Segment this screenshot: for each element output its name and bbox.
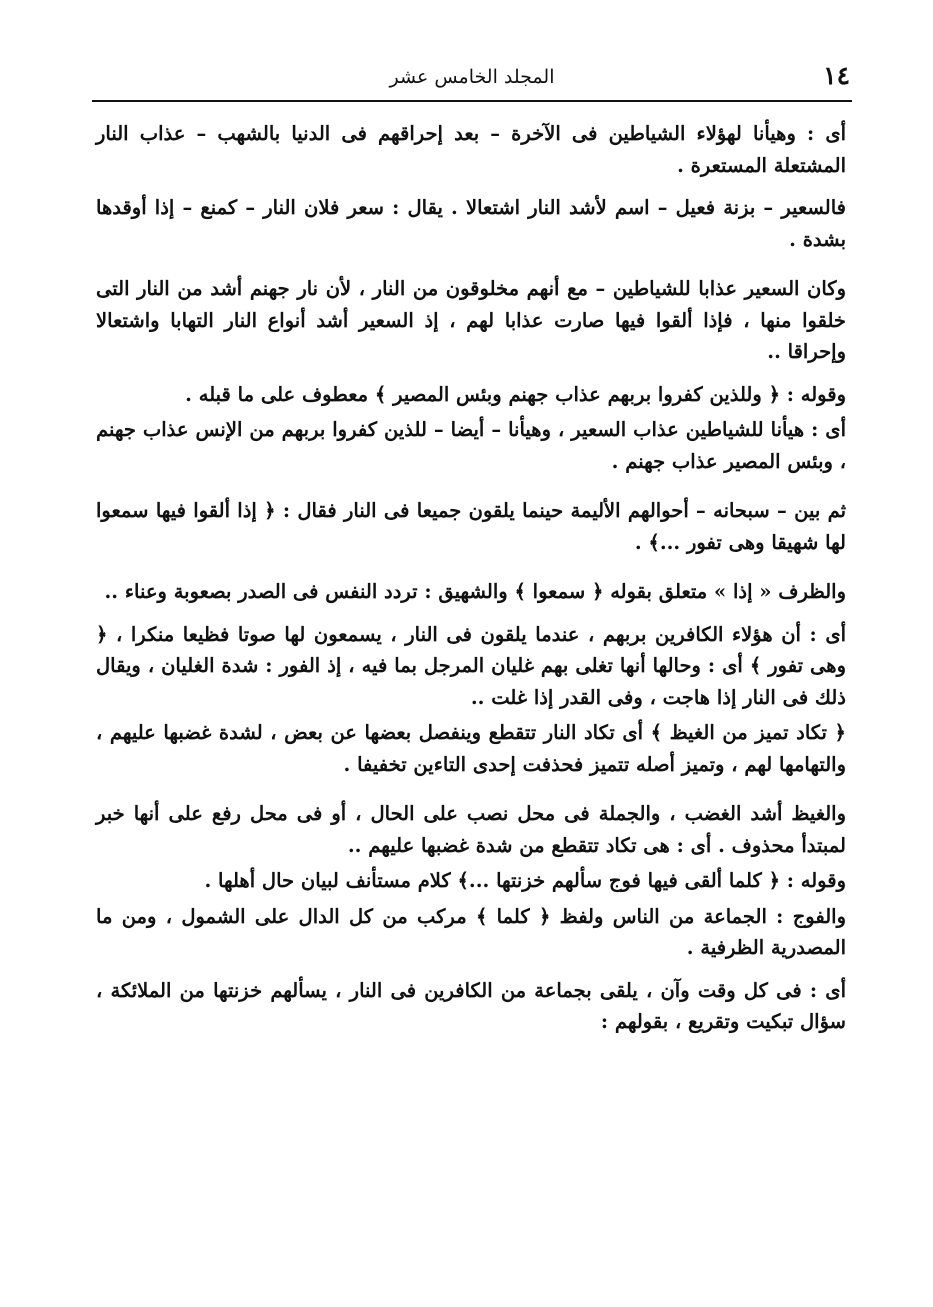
page-number: ١٤ xyxy=(823,61,850,90)
paragraph: أى : أن هؤلاء الكافرين بربهم ، عندما يلقون فى النار ، يسمعون لها صوتا فظيعا منكرا ، ﴿ وهى تفور ﴾ أى : وحالها أنها تغلى بهم غليان المرجل بما فيه ، إذ الفور : شدة الغليان ، ويقال ذلك فى النار إذا هاجت ، وفى القدر إذا غلت .. xyxy=(96,622,846,709)
paragraph: وقوله : ﴿ وللذين كفروا بربهم عذاب جهنم وبئس المصير ﴾ معطوف على ما قبله . xyxy=(185,382,846,406)
paragraph: أى : فى كل وقت وآن ، يلقى بجماعة من الكافرين فى النار ، يسألهم خزنتها من الملائكة ، سؤال تبكيت وتقريع ، بقولهم : xyxy=(96,978,846,1033)
page-body xyxy=(92,102,852,1038)
paragraph: أى : وهيأنا لهؤلاء الشياطين فى الآخرة – بعد إحراقهم فى الدنيا بالشهب – عذاب النار المشتعلة المستعرة . xyxy=(96,122,846,177)
running-title: المجلد الخامس عشر xyxy=(389,66,555,88)
paragraph: وقوله : ﴿ كلما ألقى فيها فوج سألهم خزنتها ...﴾ كلام مستأنف لبيان حال أهلها . xyxy=(204,869,846,892)
paragraph: ثم بين – سبحانه – أحوالهم الأليمة حينما يلقون جميعا فى النار فقال : ﴿ إذا ألقوا فيها سمعوا لها شهيقا وهى تفور ...﴾ . xyxy=(96,499,846,554)
paragraph: وكان السعير عذابا للشياطين – مع أنهم مخلوقون من النار ، لأن نار جهنم أشد من النار التى خلقوا منها ، فإذا ألقوا فيها صارت عذابا لهم ، إذ السعير أشد أنواع النار التهابا واشتعالا وإحراقا .. xyxy=(96,277,846,363)
page-header xyxy=(92,58,852,102)
paragraph: ﴿ تكاد تميز من الغيظ ﴾ أى تكاد النار تتقطع وينفصل بعضها عن بعض ، لشدة غضبها عليهم ، والتهامها لهم ، وتميز أصله تتميز فحذفت إحدى التاءين تخفيفا . xyxy=(96,721,846,776)
book-page xyxy=(92,58,852,1288)
paragraph: والغيظ أشد الغضب ، والجملة فى محل نصب على الحال ، أو فى محل رفع على أنها خبر لمبتدأ محذوف . أى : هى تكاد تتقطع من شدة غضبها عليهم .. xyxy=(96,802,846,857)
paragraph: فالسعير – بزنة فعيل – اسم لأشد النار اشتعالا . يقال : سعر فلان النار – كمنع – إذا أوقدها بشدة . xyxy=(96,196,846,251)
paragraph: أى : هيأنا للشياطين عذاب السعير ، وهيأنا – أيضا – للذين كفروا بربهم من الإنس عذاب جهنم ، وبئس المصير عذاب جهنم . xyxy=(96,418,846,473)
paragraph: والظرف « إذا » متعلق بقوله ﴿ سمعوا ﴾ والشهيق : تردد النفس فى الصدر بصعوبة وعناء .. xyxy=(104,580,846,603)
paragraph: والفوج : الجماعة من الناس ولفظ ﴿ كلما ﴾ مركب من كل الدال على الشمول ، ومن ما المصدرية الظرفية . xyxy=(96,904,846,959)
